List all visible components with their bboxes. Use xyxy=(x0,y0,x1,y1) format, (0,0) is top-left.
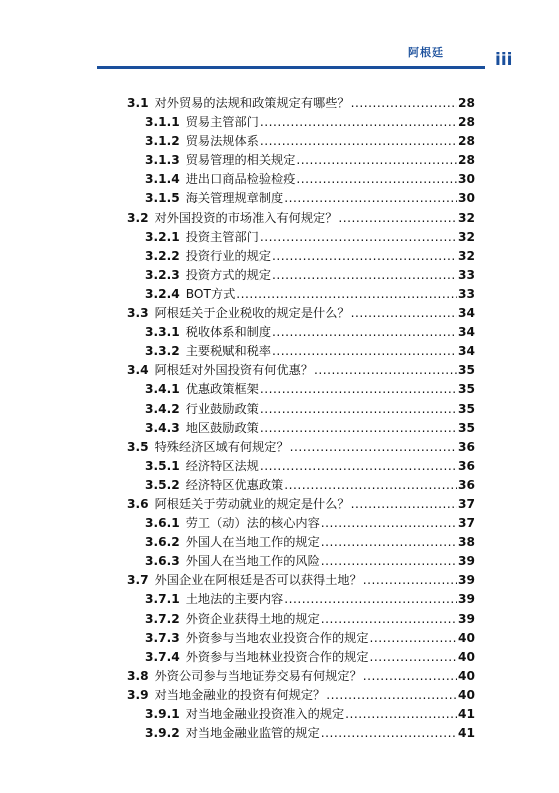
toc-entry[interactable] xyxy=(127,342,475,361)
toc-dot-leader xyxy=(272,342,457,361)
toc-entry[interactable] xyxy=(127,724,475,743)
toc-entry-number: 3.5.2 xyxy=(145,477,180,492)
toc-entry-page: 39 xyxy=(458,554,475,569)
toc-entry-page: 28 xyxy=(458,134,475,149)
toc-entry-title: 主要税赋和税率 xyxy=(185,344,272,359)
toc-entry[interactable] xyxy=(127,380,475,399)
toc-dot-leader xyxy=(284,590,457,609)
running-header-title: 阿根廷 xyxy=(408,46,444,59)
toc-dot-leader xyxy=(260,113,457,132)
toc-entry-page: 40 xyxy=(458,649,475,664)
toc-entry[interactable] xyxy=(127,476,475,495)
toc-entry-title: 阿根廷关于企业税收的规定是什么？ xyxy=(154,306,350,321)
toc-entry-title: 特殊经济区域有何规定？ xyxy=(154,439,289,454)
toc-entry[interactable] xyxy=(127,552,475,571)
toc-entry-number: 3.3 xyxy=(127,306,149,321)
toc-entry-number: 3.2.1 xyxy=(145,229,180,244)
toc-dot-leader xyxy=(370,629,458,648)
toc-entry[interactable] xyxy=(127,361,475,380)
toc-entry[interactable] xyxy=(127,705,475,724)
toc-entry-title: 对当地金融业监管的规定 xyxy=(185,726,320,741)
toc-entry-title: 投资主管部门 xyxy=(185,229,259,244)
toc-dot-leader xyxy=(272,323,457,342)
toc-dot-leader xyxy=(351,304,457,323)
toc-dot-leader xyxy=(272,247,457,266)
toc-entry-number: 3.1.2 xyxy=(145,134,180,149)
toc-entry-number: 3.8 xyxy=(127,668,149,683)
toc-entry-title: 外资企业获得土地的规定 xyxy=(185,611,320,626)
toc-entry-number: 3.9.1 xyxy=(145,707,180,721)
toc-entry-number: 3.6 xyxy=(127,496,149,511)
toc-entry[interactable] xyxy=(127,667,475,686)
toc-entry-title: 投资方式的规定 xyxy=(185,267,272,282)
toc-entry-page: 40 xyxy=(458,668,475,683)
toc-entry-page: 30 xyxy=(458,191,475,206)
toc-entry[interactable] xyxy=(127,323,475,342)
toc-entry-number: 3.2 xyxy=(127,210,149,225)
toc-entry-number: 3.9 xyxy=(127,687,149,702)
toc-entry-number: 3.2.3 xyxy=(145,267,180,282)
toc-dot-leader xyxy=(370,648,458,667)
toc-entry-page: 32 xyxy=(458,210,475,225)
toc-dot-leader xyxy=(351,94,457,113)
toc-entry-title: 进出口商品检验检疫 xyxy=(185,172,296,187)
toc-dot-leader xyxy=(321,514,457,533)
toc-entry[interactable] xyxy=(127,686,475,705)
toc-dot-leader xyxy=(314,361,457,380)
toc-entry-title: 优惠政策框架 xyxy=(185,382,259,397)
toc-dot-leader xyxy=(351,495,457,514)
toc-dot-leader xyxy=(326,686,457,705)
toc-entry-number: 3.1.5 xyxy=(145,191,180,206)
toc-entry-number: 3.4 xyxy=(127,363,149,378)
toc-entry-title: 经济特区法规 xyxy=(185,458,259,473)
toc-entry[interactable] xyxy=(127,514,475,533)
toc-entry-page: 33 xyxy=(458,267,475,282)
toc-entry-title: 经济特区优惠政策 xyxy=(185,477,284,492)
toc-entry-number: 3.6.3 xyxy=(145,554,180,569)
toc-entry-number: 3.7.2 xyxy=(145,611,180,626)
toc-entry-page: 39 xyxy=(458,611,475,626)
toc-dot-leader xyxy=(272,266,457,285)
toc-dot-leader xyxy=(345,705,457,724)
toc-dot-leader xyxy=(260,132,457,151)
toc-entry-page: 32 xyxy=(458,248,475,263)
toc-entry[interactable] xyxy=(127,170,475,189)
toc-entry-number: 3.7.1 xyxy=(145,592,180,607)
toc-dot-leader xyxy=(260,400,457,419)
toc-entry-title: 土地法的主要内容 xyxy=(185,592,284,607)
toc-entry-page: 35 xyxy=(458,401,475,416)
toc-entry-title: BOT方式 xyxy=(185,286,236,301)
header-rule xyxy=(97,66,485,69)
toc-entry-title: 阿根廷关于劳动就业的规定是什么？ xyxy=(154,496,350,511)
toc-entry[interactable] xyxy=(127,419,475,438)
toc-entry-page: 36 xyxy=(458,477,475,492)
toc-entry[interactable] xyxy=(127,648,475,667)
toc-entry[interactable] xyxy=(127,189,475,208)
toc-entry-page: 34 xyxy=(458,306,475,321)
toc-entry-page: 41 xyxy=(458,707,475,721)
toc-entry-title: 贸易主管部门 xyxy=(185,115,259,130)
toc-entry-page: 36 xyxy=(458,458,475,473)
toc-entry-number: 3.1.1 xyxy=(145,115,180,130)
toc-entry[interactable] xyxy=(127,94,475,113)
toc-entry-title: 对当地金融业投资准入的规定 xyxy=(185,707,345,721)
toc-entry-page: 28 xyxy=(458,96,475,110)
toc-entry-title: 外资参与当地农业投资合作的规定 xyxy=(185,630,369,645)
toc-dot-leader xyxy=(260,457,457,476)
toc-entry-title: 对外国投资的市场准入有何规定？ xyxy=(154,210,338,225)
toc-entry-page: 28 xyxy=(458,115,475,130)
toc-entry-number: 3.1.4 xyxy=(145,172,180,187)
toc-dot-leader xyxy=(363,571,457,590)
toc-entry-number: 3.6.1 xyxy=(145,516,180,531)
toc-dot-leader xyxy=(284,476,457,495)
toc-dot-leader xyxy=(321,533,457,552)
toc-entry-page: 35 xyxy=(458,420,475,435)
toc-entry[interactable] xyxy=(127,113,475,132)
toc-entry-number: 3.5.1 xyxy=(145,458,180,473)
toc-entry-number: 3.7 xyxy=(127,573,149,588)
toc-entry-page: 38 xyxy=(458,535,475,550)
toc-entry-title: 外国企业在阿根廷是否可以获得土地？ xyxy=(154,573,362,588)
toc-entry-title: 劳工（动）法的核心内容 xyxy=(185,516,320,531)
toc-dot-leader xyxy=(296,151,457,170)
toc-entry[interactable] xyxy=(127,438,475,457)
toc-dot-leader xyxy=(290,438,457,457)
toc-entry-title: 地区鼓励政策 xyxy=(185,420,259,435)
toc-entry-page: 30 xyxy=(458,172,475,187)
toc-dot-leader xyxy=(321,552,457,571)
toc-entry-number: 3.5 xyxy=(127,439,149,454)
toc-entry[interactable] xyxy=(127,132,475,151)
toc-entry-number: 3.4.3 xyxy=(145,420,180,435)
toc-entry-page: 33 xyxy=(458,286,475,301)
toc-dot-leader xyxy=(321,610,457,629)
toc-entry[interactable] xyxy=(127,400,475,419)
toc-entry[interactable] xyxy=(127,151,475,170)
toc-entry-page: 40 xyxy=(458,687,475,702)
toc-entry[interactable] xyxy=(127,533,475,552)
toc-entry-number: 3.3.2 xyxy=(145,344,180,359)
toc-entry[interactable] xyxy=(127,285,475,304)
toc-entry[interactable] xyxy=(127,209,475,228)
toc-entry-page: 36 xyxy=(458,439,475,454)
toc-dot-leader xyxy=(236,285,457,304)
toc-dot-leader xyxy=(296,170,457,189)
toc-entry-title: 贸易管理的相关规定 xyxy=(185,153,296,168)
toc-entry[interactable] xyxy=(127,495,475,514)
table-of-contents xyxy=(127,94,475,743)
toc-entry-title: 贸易法规体系 xyxy=(185,134,259,149)
toc-entry-number: 3.1 xyxy=(127,96,149,110)
toc-entry-page: 41 xyxy=(458,726,475,741)
toc-dot-leader xyxy=(321,724,457,743)
toc-entry[interactable] xyxy=(127,629,475,648)
toc-entry-number: 3.2.4 xyxy=(145,286,180,301)
toc-entry-title: 外国人在当地工作的规定 xyxy=(185,535,320,550)
toc-entry-page: 34 xyxy=(458,344,475,359)
toc-entry-page: 35 xyxy=(458,382,475,397)
toc-entry[interactable] xyxy=(127,590,475,609)
toc-dot-leader xyxy=(363,667,457,686)
toc-entry[interactable] xyxy=(127,571,475,590)
toc-entry-page: 37 xyxy=(458,496,475,511)
toc-entry-title: 海关管理规章制度 xyxy=(185,191,284,206)
toc-entry-page: 34 xyxy=(458,325,475,340)
toc-entry-page: 39 xyxy=(458,592,475,607)
toc-entry-number: 3.9.2 xyxy=(145,726,180,741)
toc-entry-page: 40 xyxy=(458,630,475,645)
toc-dot-leader xyxy=(260,380,457,399)
toc-dot-leader xyxy=(260,228,457,247)
toc-entry-number: 3.7.4 xyxy=(145,649,180,664)
toc-entry-page: 37 xyxy=(458,516,475,531)
toc-entry-title: 外国人在当地工作的风险 xyxy=(185,554,320,569)
toc-entry[interactable] xyxy=(127,266,475,285)
toc-entry-title: 外资公司参与当地证券交易有何规定？ xyxy=(154,668,362,683)
toc-entry-number: 3.7.3 xyxy=(145,630,180,645)
page-number: iii xyxy=(495,50,513,70)
toc-entry[interactable] xyxy=(127,304,475,323)
toc-entry-number: 3.4.2 xyxy=(145,401,180,416)
toc-entry-number: 3.3.1 xyxy=(145,325,180,340)
toc-entry-page: 35 xyxy=(458,363,475,378)
toc-dot-leader xyxy=(284,189,457,208)
toc-dot-leader xyxy=(338,209,457,228)
toc-entry-number: 3.4.1 xyxy=(145,382,180,397)
toc-entry[interactable] xyxy=(127,228,475,247)
toc-entry-title: 税收体系和制度 xyxy=(185,325,272,340)
toc-entry-page: 28 xyxy=(458,153,475,168)
toc-entry-title: 行业鼓励政策 xyxy=(185,401,259,416)
toc-entry[interactable] xyxy=(127,610,475,629)
toc-entry[interactable] xyxy=(127,457,475,476)
toc-entry-title: 对当地金融业的投资有何规定？ xyxy=(154,687,326,702)
toc-entry-page: 39 xyxy=(458,573,475,588)
toc-entry-title: 外资参与当地林业投资合作的规定 xyxy=(185,649,369,664)
toc-entry-title: 投资行业的规定 xyxy=(185,248,272,263)
toc-entry-number: 3.1.3 xyxy=(145,153,180,168)
toc-entry-title: 对外贸易的法规和政策规定有哪些？ xyxy=(154,96,350,110)
toc-entry-number: 3.6.2 xyxy=(145,535,180,550)
toc-entry[interactable] xyxy=(127,247,475,266)
toc-entry-page: 32 xyxy=(458,229,475,244)
toc-entry-number: 3.2.2 xyxy=(145,248,180,263)
toc-entry-title: 阿根廷对外国投资有何优惠？ xyxy=(154,363,314,378)
toc-dot-leader xyxy=(260,419,457,438)
